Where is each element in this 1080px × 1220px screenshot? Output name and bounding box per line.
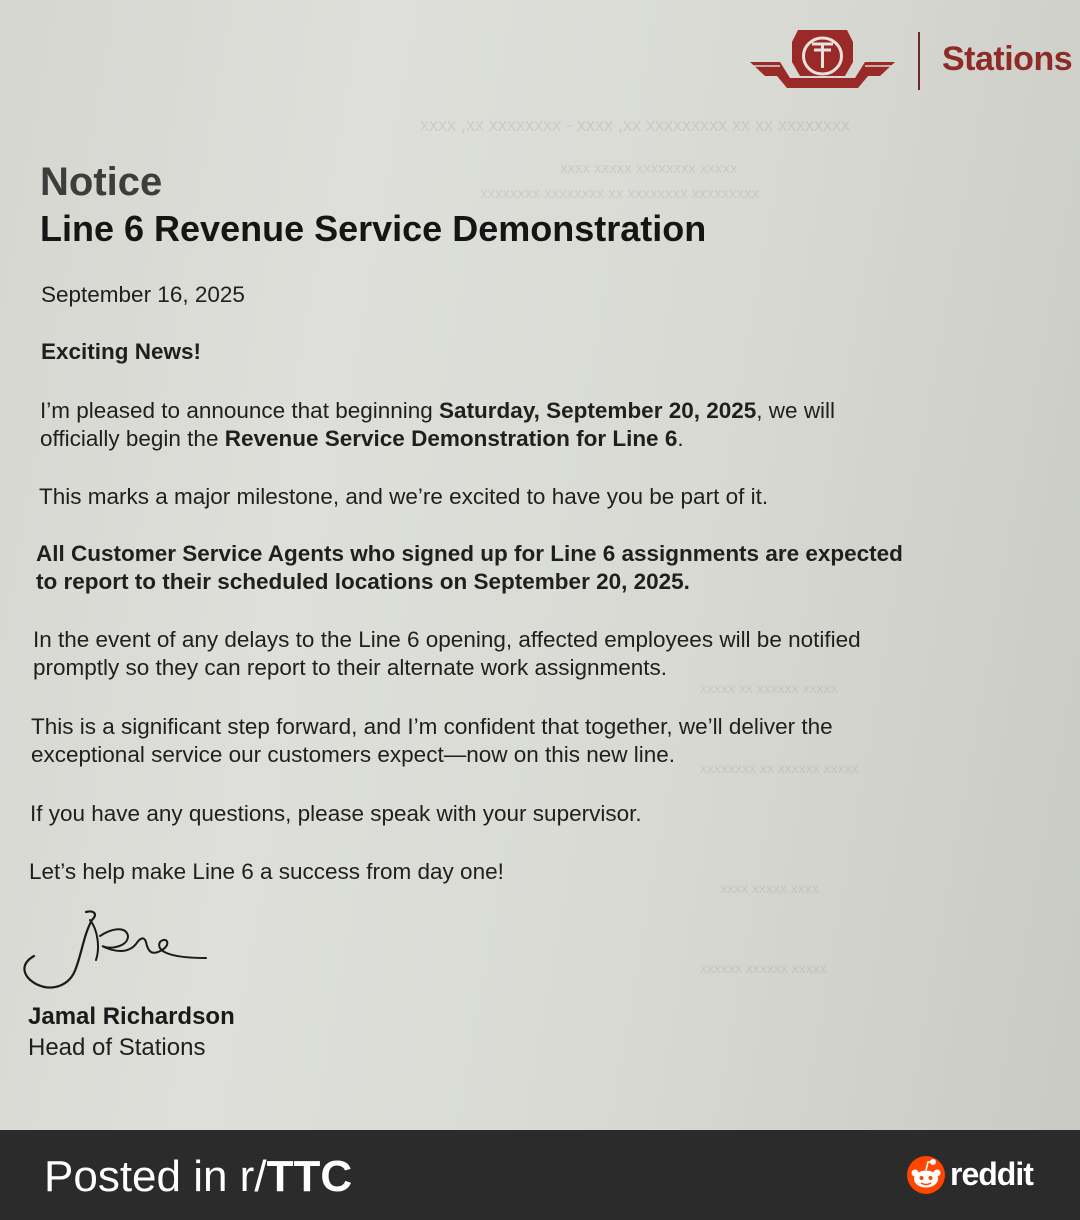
page-title: Line 6 Revenue Service Demonstration [40,208,707,249]
signature-image [16,900,216,1000]
signer-name: Jamal Richardson [28,1003,235,1030]
subreddit-name[interactable]: TTC [266,1152,353,1201]
text-line: promptly so they can report to their alternate work assignments. [33,655,668,680]
show-through-text: xxxxxxxx xx xx xxxxxxxxx xx, xxxx - xxxxxxxx xx, xxxx [420,115,851,135]
text-run: , we will [756,398,836,423]
reddit-snoo-icon [906,1155,946,1195]
notice-headline: Exciting News! [41,339,202,364]
paragraph-delays [33,626,861,682]
paragraph-milestone: This marks a major milestone, and we’re excited to have you be part of it. [39,484,769,509]
paragraph-closing: Let’s help make Line 6 a success from day one! [29,859,504,884]
notice-label: Notice [40,160,163,204]
paragraph-announcement [40,397,835,453]
text-line: All Customer Service Agents who signed up for Line 6 assignments are expected [36,541,903,566]
text-line: exceptional service our customers expect—now on this new line. [31,742,676,767]
text-line: to report to their scheduled locations on September 20, 2025. [36,569,690,594]
posted-in-caption [44,1152,352,1202]
text-run: I’m pleased to announce that beginning [40,398,440,423]
program-emphasis: Revenue Service Demonstration for Line 6 [224,426,678,451]
ttc-logo-icon [750,28,895,90]
text-run: officially begin the [40,426,225,451]
text-line: In the event of any delays to the Line 6 opening, affected employees will be notified [33,627,861,652]
show-through-text: xxxx xxxxx xxxx [720,880,819,896]
logo-divider [918,32,920,90]
show-through-text: xxxxxxxxx xxxxxxxx xx xxxxxxxx xxxxxxxx [480,185,760,202]
reddit-wordmark: reddit [950,1156,1033,1192]
paragraph-agents-instruction [36,540,903,596]
text-run: . [677,426,684,451]
notice-date: September 16, 2025 [41,282,245,307]
reddit-footer-bar [0,1130,1080,1220]
signer-title: Head of Stations [28,1034,206,1061]
start-date-emphasis: Saturday, September 20, 2025 [439,398,757,423]
paragraph-significance [31,713,833,769]
show-through-text: xxxxx xxxxxx xxxxxx [700,960,827,976]
text-line: This is a significant step forward, and I’m confident that together, we’ll deliver the [31,714,833,739]
show-through-text: xxxxx xxxxxx xx xxxxxxxx [700,760,859,776]
show-through-text: xxxxx xxxxxxxx xxxxx xxxx [560,160,738,177]
show-through-text: xxxxx xxxxxx xx xxxxx [700,680,838,696]
paragraph-questions: If you have any questions, please speak with your supervisor. [30,801,642,826]
department-name: Stations [942,40,1073,78]
posted-prefix: Posted in r/ [44,1152,267,1201]
